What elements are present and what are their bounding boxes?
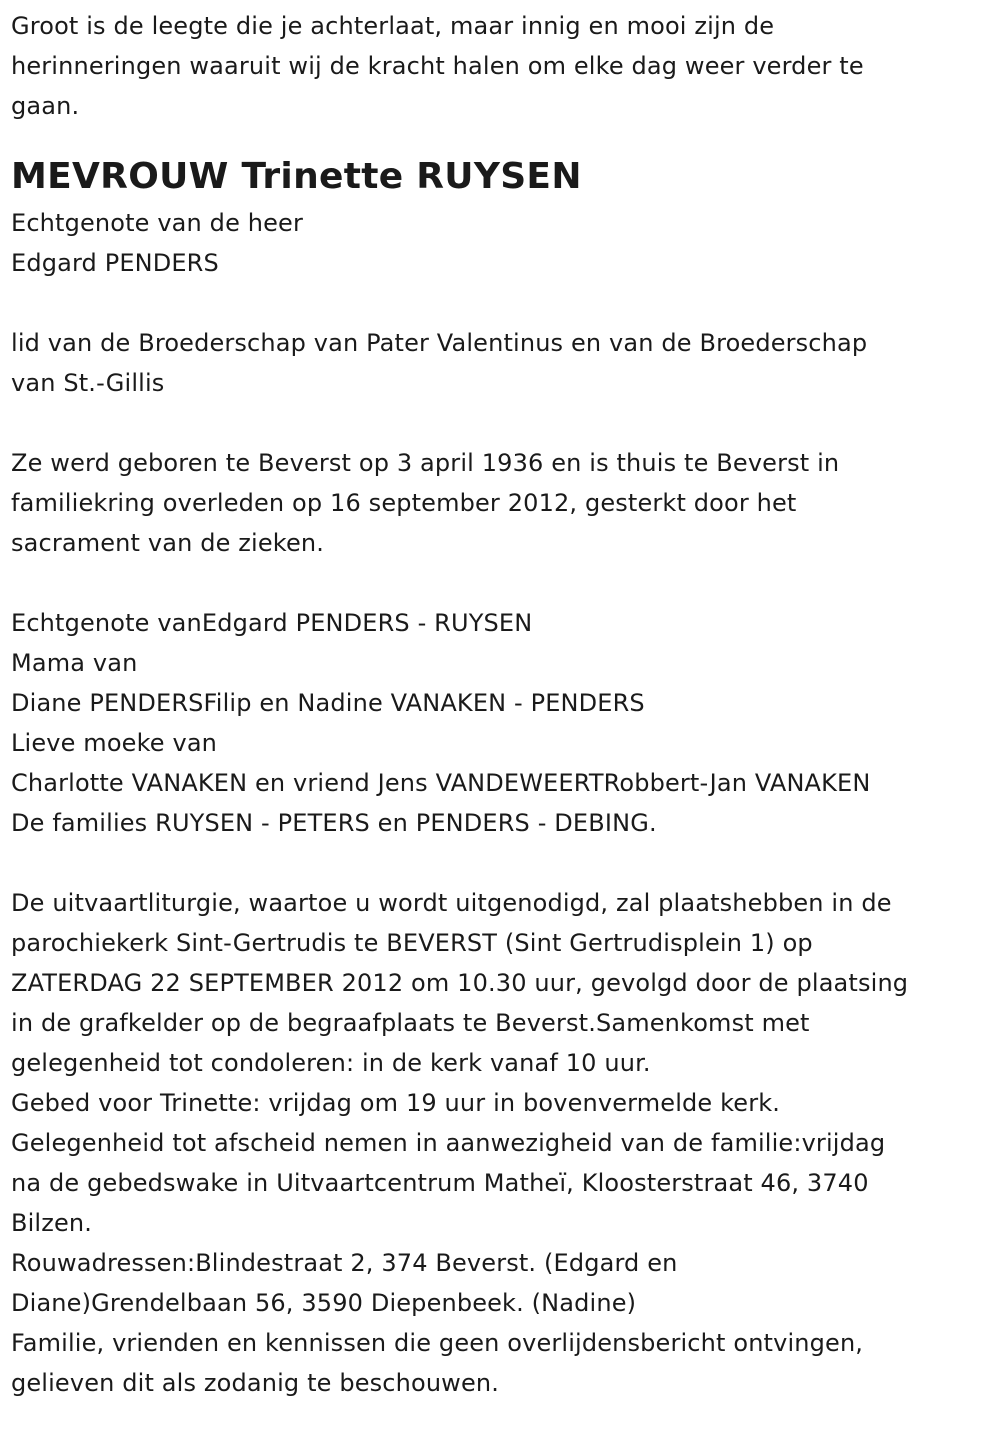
quote-block xyxy=(11,6,990,126)
ceremony-block xyxy=(11,883,990,1403)
ceremony-line: De uitvaartliturgie, waartoe u wordt uitgenodigd, zal plaatshebben in de xyxy=(11,889,892,917)
family-line: Lieve moeke van xyxy=(11,729,218,757)
birth-death-line: sacrament van de zieken. xyxy=(11,529,325,557)
membership-line: van St.-Gillis xyxy=(11,369,165,397)
ceremony-line: Diane)Grendelbaan 56, 3590 Diepenbeek. (Nadine) xyxy=(11,1289,637,1317)
spouse-line: Echtgenote van de heer xyxy=(11,209,303,237)
ceremony-line: gelieven dit als zodanig te beschouwen. xyxy=(11,1369,500,1397)
deceased-name: MEVROUW Trinette RUYSEN xyxy=(11,156,582,197)
family-line: Diane PENDERSFilip en Nadine VANAKEN - PENDERS xyxy=(11,689,645,717)
spacer xyxy=(11,843,990,883)
ceremony-line: parochiekerk Sint-Gertrudis te BEVERST (Sint Gertrudisplein 1) op xyxy=(11,929,813,957)
family-line: Echtgenote vanEdgard PENDERS - RUYSEN xyxy=(11,609,533,637)
birth-death-block xyxy=(11,443,990,563)
ceremony-line: Familie, vrienden en kennissen die geen overlijdensbericht ontvingen, xyxy=(11,1329,864,1357)
ceremony-line: Gelegenheid tot afscheid nemen in aanwezigheid van de familie:vrijdag xyxy=(11,1129,886,1157)
birth-death-line: Ze werd geboren te Beverst op 3 april 1936 en is thuis te Beverst in xyxy=(11,449,840,477)
ceremony-line: Rouwadressen:Blindestraat 2, 374 Beverst. (Edgard en xyxy=(11,1249,678,1277)
ceremony-line: Gebed voor Trinette: vrijdag om 19 uur in bovenvermelde kerk. xyxy=(11,1089,781,1117)
ceremony-line: ZATERDAG 22 SEPTEMBER 2012 om 10.30 uur, gevolgd door de plaatsing xyxy=(11,969,909,997)
quote-line: herinneringen waaruit wij de kracht halen om elke dag weer verder te xyxy=(11,52,864,80)
family-line: Charlotte VANAKEN en vriend Jens VANDEWEERTRobbert-Jan VANAKEN xyxy=(11,769,871,797)
ceremony-line: in de grafkelder op de begraafplaats te Beverst.Samenkomst met xyxy=(11,1009,810,1037)
quote-line: Groot is de leegte die je achterlaat, maar innig en mooi zijn de xyxy=(11,12,775,40)
spacer xyxy=(11,403,990,443)
spouse-line: Edgard PENDERS xyxy=(11,249,219,277)
family-line: De families RUYSEN - PETERS en PENDERS - DEBING. xyxy=(11,809,657,837)
membership-block xyxy=(11,323,990,403)
ceremony-line: Bilzen. xyxy=(11,1209,93,1237)
ceremony-line: gelegenheid tot condoleren: in de kerk vanaf 10 uur. xyxy=(11,1049,651,1077)
ceremony-line: na de gebedswake in Uitvaartcentrum Matheï, Kloosterstraat 46, 3740 xyxy=(11,1169,869,1197)
spouse-block xyxy=(11,203,990,283)
family-block xyxy=(11,603,990,843)
birth-death-line: familiekring overleden op 16 september 2012, gesterkt door het xyxy=(11,489,797,517)
spacer xyxy=(11,563,990,603)
spacer xyxy=(11,283,990,323)
membership-line: lid van de Broederschap van Pater Valentinus en van de Broederschap xyxy=(11,329,868,357)
quote-line: gaan. xyxy=(11,92,80,120)
family-line: Mama van xyxy=(11,649,138,677)
